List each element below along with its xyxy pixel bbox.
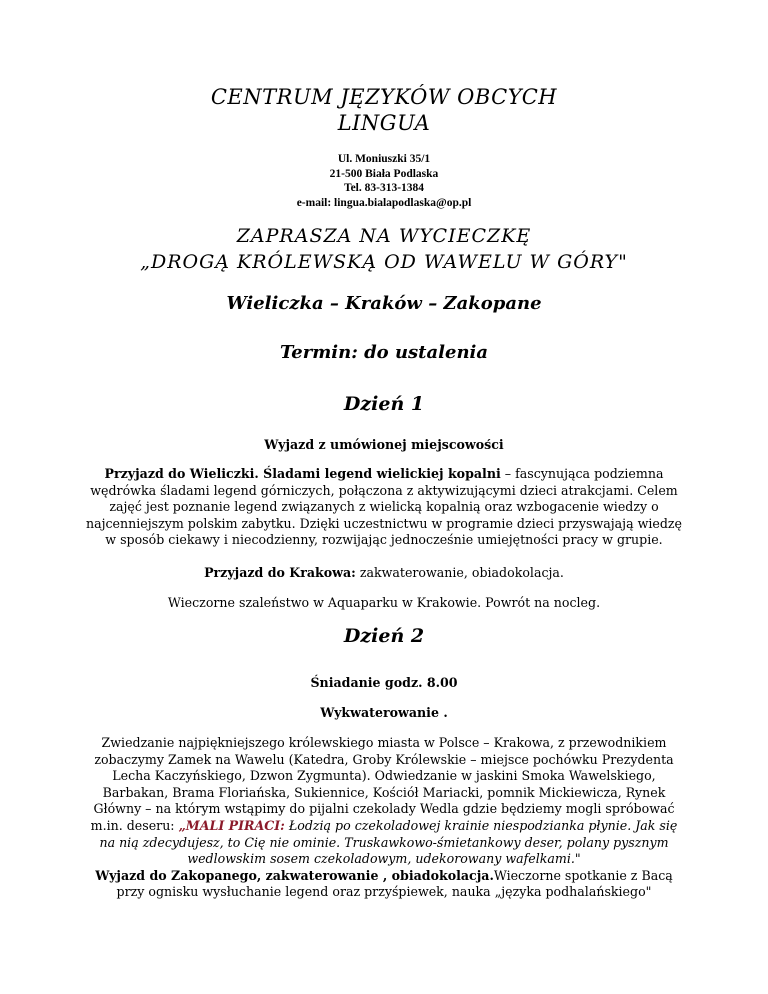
day1-krakow-paragraph xyxy=(80,565,688,582)
krakow-bold: Przyjazd do Krakowa: xyxy=(204,565,356,580)
day1-evening: Wieczorne szaleństwo w Aquaparku w Krakowie. Powrót na nocleg. xyxy=(167,595,601,610)
address-phone: Tel. 83-313-1384 xyxy=(343,182,425,194)
wieliczka-bold: Przyjazd do Wieliczki. Śladami legend wielickiej kopalni xyxy=(104,466,501,481)
checkout-text: Wykwaterowanie . xyxy=(320,705,448,720)
day2-tour-paragraph xyxy=(88,735,680,901)
departure-text: Wyjazd z umówionej miejscowości xyxy=(264,437,504,452)
tour-text: Zwiedzanie najpiękniejszego królewskiego miasta w Polsce – Krakowa, z przewodnikiem zobaczymy Zamek na Wawelu (Katedra, Groby Królewskie – miejsce pochówku Prezydenta Lecha Kaczyńskiego, Dzwon Zygmunta). Odwiedzanie w jaskini Smoka Wawelskiego, Barbakan, Brama Floriańska, Sukiennice, Kościół Mariacki, pomnik Mickiewicza, Rynek Główny – na którym wstąpimy do pijalni czekolady Wedla gdzie będziemy mogli spróbować m.in. deseru: xyxy=(90,735,675,833)
route-title: Wieliczka – Kraków – Zakopane xyxy=(226,293,542,314)
zakopane-text: Wieczorne spotkanie z Bacą przy ognisku wysłuchanie legend oraz przyśpiewek, nauka „języka podhalańskiego" xyxy=(116,867,673,900)
wieliczka-text: – fascynująca podziemna wędrówka śladami legend górniczych, połączona z aktywizującymi dzieci atrakcjami. Celem zajęć jest poznanie legend związanych z wielicką kopalnią oraz wzbogacenie wiedzy o najcenniejszym polskim zabytku. Dzięki uczestnictwu w programie dzieci przyswajają wiedzę w sposób ciekawy i niecodzienny, rozwijając jednocześnie umiejętności pracy w grupie. xyxy=(85,466,682,548)
address-city: 21-500 Biała Podlaska xyxy=(329,167,439,180)
center-title: CENTRUM JĘZYKÓW OBCYCH xyxy=(210,85,558,109)
day1-wieliczka-paragraph xyxy=(80,466,688,549)
day2-breakfast xyxy=(80,675,688,692)
krakow-text: zakwaterowanie, obiadokolacja. xyxy=(355,565,564,580)
invite-line-1: ZAPRASZA NA WYCIECZKĘ xyxy=(236,225,532,247)
day1-heading: Dzień 1 xyxy=(343,393,425,415)
dessert-name: „MALI PIRACI: xyxy=(178,817,285,833)
day2-checkout xyxy=(80,705,688,722)
day1-departure xyxy=(80,437,688,454)
address-email: e-mail: lingua.bialapodlaska@op.pl xyxy=(296,196,472,209)
zakopane-bold: Wyjazd do Zakopanego, zakwaterowanie , obiadokolacja. xyxy=(95,867,494,883)
term-line: Termin: do ustalenia xyxy=(279,342,489,363)
day2-heading: Dzień 2 xyxy=(343,625,425,647)
address-street: Ul. Moniuszki 35/1 xyxy=(337,153,431,165)
invite-line-2: „DROGĄ KRÓLEWSKĄ OD WAWELU W GÓRY" xyxy=(140,251,628,273)
center-name: LINGUA xyxy=(337,111,431,135)
breakfast-text: Śniadanie godz. 8.00 xyxy=(310,675,458,690)
dessert-description: Łodzią po czekoladowej krainie niespodzianka płynie. Jak się na nią zdecydujesz, to Cię nie ominie. Truskawkowo-śmietankowy deser, polany pysznym wedlowskim sosem czekoladowym, udekorowany wafelkami." xyxy=(99,817,678,867)
